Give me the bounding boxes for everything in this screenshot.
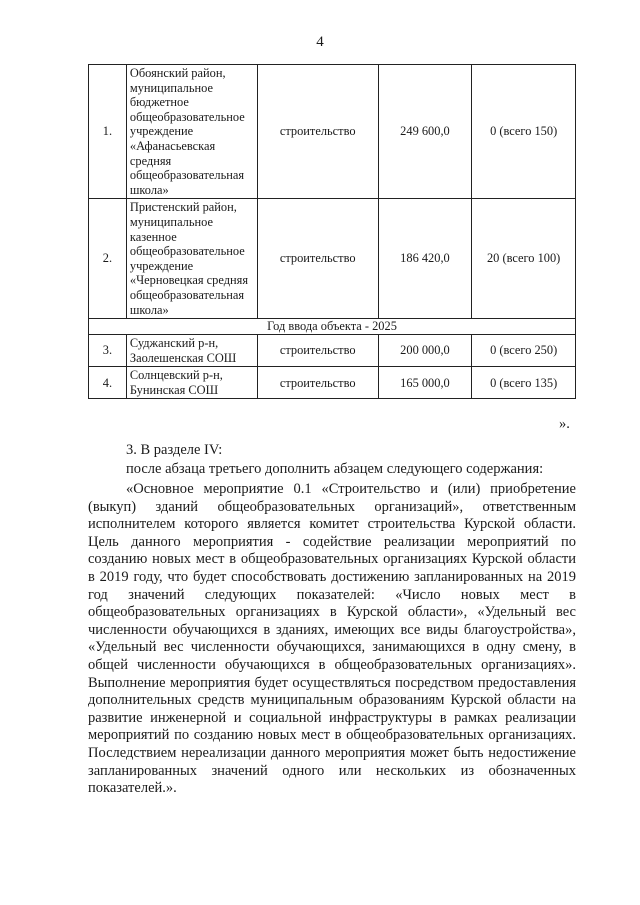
work-type: строительство [257, 199, 378, 319]
row-number: 3. [89, 335, 127, 367]
row-number: 4. [89, 367, 127, 399]
row-number: 1. [89, 65, 127, 199]
table-row [89, 65, 576, 199]
object-name: Обоянский район, муниципальное бюджетное общеобразовательное учреждение «Афанасьевская средняя общеобразовательная школа» [126, 65, 257, 199]
places-value: 0 (всего 150) [472, 65, 576, 199]
table-row [89, 367, 576, 399]
object-name: Солнцевский р-н, Бунинская СОШ [126, 367, 257, 399]
work-type: строительство [257, 65, 378, 199]
commissioning-year-row [89, 319, 576, 335]
table-row [89, 335, 576, 367]
row-number: 2. [89, 199, 127, 319]
construction-objects-table [88, 64, 576, 399]
cost-value: 186 420,0 [378, 199, 472, 319]
section-intro: после абзаца третьего дополнить абзацем следующего содержания: [126, 461, 544, 477]
object-name: Суджанский р-н, Заолешенская СОШ [126, 335, 257, 367]
object-name: Пристенский район, муниципальное казенное общеобразовательное учреждение «Черновецкая средняя общеобразовательная школа» [126, 199, 257, 319]
amendment-paragraph: «Основное мероприятие 0.1 «Строительство и (или) приобретение (выкуп) зданий общеобразовательных организаций», ответственным исполнителем которого является комитет строительства Курской области. Цель данного мероприятия - содействие реализации мероприятий по созданию новых мест в общеобразовательных организациях Курской области в 2019 году, что будет способствовать достижению запланированных на 2019 год значений следующих показателей: «Число новых мест в общеобразовательных организациях в Курской области», «Удельный вес численности обучающихся в зданиях, имеющих все виды благоустройства», «Удельный вес численности обучающихся, занимающихся в одну смену, в общей численности обучающихся в общеобразовательных организациях». Выполнение мероприятия будет осуществляться посредством предоставления дополнительных средств муниципальным образованиям Курской области на развитие инженерной и социальной инфраструктуры в рамках реализации мероприятий по созданию новых мест в общеобразовательных организациях. Последствием нереализации данного мероприятия может быть недостижение запланированных значений одного или нескольких из обозначенных показателей.». [88, 481, 576, 797]
table-closing-quote: ». [559, 416, 570, 432]
page-number: 4 [316, 34, 324, 50]
places-value: 0 (всего 250) [472, 335, 576, 367]
cost-value: 165 000,0 [378, 367, 472, 399]
work-type: строительство [257, 367, 378, 399]
places-value: 0 (всего 135) [472, 367, 576, 399]
table-row [89, 199, 576, 319]
work-type: строительство [257, 335, 378, 367]
section-heading: 3. В разделе IV: [126, 442, 223, 458]
cost-value: 249 600,0 [378, 65, 472, 199]
cost-value: 200 000,0 [378, 335, 472, 367]
commissioning-year-label: Год ввода объекта - 2025 [89, 319, 576, 335]
places-value: 20 (всего 100) [472, 199, 576, 319]
